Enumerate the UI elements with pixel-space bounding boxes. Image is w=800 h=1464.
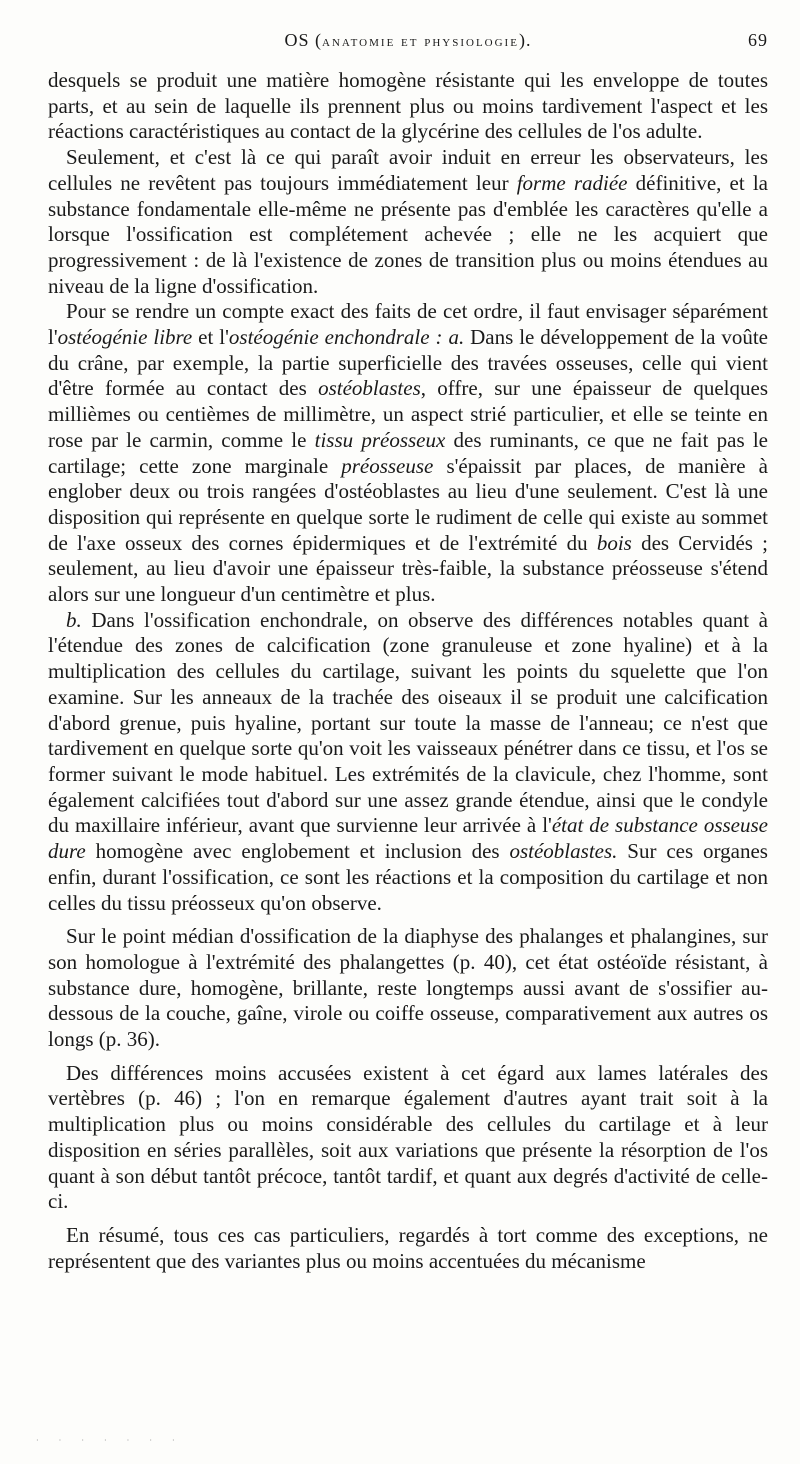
italic-term: ostéogénie enchondrale : a. [228,325,465,350]
italic-term: forme radiée [516,170,628,195]
text-run: et l' [192,325,229,350]
title-prefix: OS ( [284,30,323,50]
text-run: des ruminants, ce que ne fait pas le cartilage; cette zone marginale [48,427,768,478]
paragraph-5: Sur le point médian d'ossification de la diaphyse des phalanges et phalangines, sur son homologue à l'extrémité des phalangettes (p. 40), cet état ostéoïde résistant, à substance dure, homogène, brillante, reste longtemps aussi avant de s'ossifier au-dessous de la couche, gaîne, virole ou coiffe osseuse, comparativement aux autres os longs (p. 36). [48,924,768,1052]
text-run: Dans l'ossification enchondrale, on observe des différences notables quant à l'étendue des zones de calcification (zone granuleuse et zone hyaline) et à la multiplication des cellules du cartilage, suivant les points du squelette que l'on examine. Sur les anneaux de la trachée des oiseaux il se produit une calcification d'abord grenue, puis hyaline, portant sur toute la masse de l'anneau; ce n'est que tardivement en quelque sorte qu'on voit les vaisseaux pénétrer dans ce tissu, et l'os se former suivant le mode habituel. Les extrémités de la clavicule, chez l'homme, sont également calcifiées tout d'abord sur une assez grande étendue, ainsi que le condyle du maxillaire inférieur, avant que survienne leur arrivée à l' [48,607,768,838]
text-run: des Cervidés ; seulement, au lieu d'avoir une épaisseur très-faible, la substance préosseuse s'étend alors sur une longueur d'un centimètre et plus. [48,530,768,607]
italic-term: bois [596,530,632,555]
italic-term: état de substance osseuse dure [48,813,768,864]
italic-term: ostéoblastes [318,376,421,401]
running-header [48,30,768,60]
title-small-caps: anatomie et physiologie [322,34,519,50]
paragraph-4 [48,608,768,916]
italic-term: b. [66,607,82,632]
page-body [48,68,768,1274]
text-run: Dans le développement de la voûte du crâne, par exemple, la partie superficielle des travées osseuses, celle qui vient d'être formée au contact des [48,325,769,401]
paragraph-6: Des différences moins accusées existent à cet égard aux lames latérales des vertèbres (p. 46) ; l'on en remarque également d'autres ayant trait soit à la multiplication plus ou moins considérable des cellules du cartilage et à leur disposition en séries parallèles, soit aux variations que présente la résorption de l'os quant à son début tantôt précoce, tantôt tardif, et quant aux degrés d'activité de celle-ci. [48,1060,768,1214]
italic-term: préosseuse [341,453,434,478]
italic-term: ostéogénie libre [57,325,193,350]
text-run: homogène avec englobement et inclusion des [85,839,510,864]
text-run: définitive, et la substance fondamentale elle-même ne présente pas d'emblée les caractères qu'elle a lorsque l'ossification est complétement achevée ; elle ne les acquiert que progressivement : de là l'existence de zones de transition plus ou moins étendues au niveau de la ligne d'ossification. [48,170,768,298]
text-run: s'épaissit par places, de manière à englober deux ou trois rangées d'ostéoblastes au lieu d'une seulement. C'est là une disposition qui représente en quelque sorte le rudiment de celle qui existe au sommet de l'axe osseux des cornes épidermiques et de l'extrémité du [48,453,768,555]
text-run: , offre, sur une épaisseur de quelques millièmes ou centièmes de millimètre, un aspect strié particulier, et elle se teinte en rose par le carmin, comme le [48,376,768,452]
title-suffix: ). [518,30,532,50]
page-number: 69 [748,30,768,50]
text-run: Seulement, et c'est là ce qui paraît avoir induit en erreur les observateurs, les cellules ne revêtent pas toujours immédiatement leur [48,145,768,195]
running-title [48,30,768,51]
footer-specks: · · · · · · · [36,1436,184,1445]
paragraph-3 [48,299,768,607]
paragraph-7: En résumé, tous ces cas particuliers, regardés à tort comme des exceptions, ne représentent que des variantes plus ou moins accentuées du mécanisme [48,1222,768,1273]
text-run: Pour se rendre un compte exact des faits de cet ordre, il faut envisager séparément l' [48,299,768,350]
italic-term: tissu préosseux [314,427,446,452]
paragraph-2 [48,145,768,299]
italic-term: ostéoblastes. [509,839,618,864]
text-run: Sur ces organes enfin, durant l'ossification, ce sont les réactions et la composition du cartilage et non celles du tissu préosseux qu'on observe. [48,839,768,915]
paragraph-1: desquels se produit une matière homogène résistante qui les enveloppe de toutes parts, et au sein de laquelle ils prennent plus ou moins tardivement l'aspect et les réactions caractéristiques au contact de la glycérine des cellules de l'os adulte. [48,68,768,144]
